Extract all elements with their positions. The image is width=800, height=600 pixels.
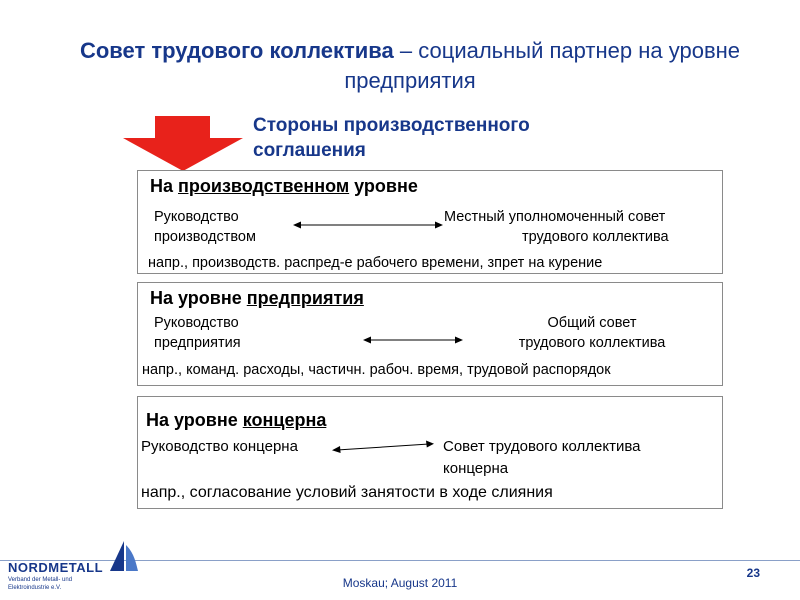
sail-icon bbox=[108, 541, 140, 579]
right-party: Совет трудового коллектива концерна bbox=[443, 438, 641, 477]
slide-title-rest: – социальный партнер на уровне предприятия bbox=[344, 38, 741, 93]
logo-subtitle: Verband der Metall- und Elektroindustrie e.V. bbox=[8, 577, 73, 591]
slide-title bbox=[60, 36, 760, 96]
level-example: напр., согласование условий занятости в ходе слияния bbox=[141, 484, 553, 501]
level-box-concern bbox=[137, 396, 723, 509]
slide-title-bold: Совет трудового коллектива bbox=[79, 38, 394, 63]
double-arrow-icon bbox=[332, 440, 434, 454]
level-example: напр., производств. распред-е рабочего времени, зпрет на курение bbox=[148, 255, 603, 271]
right-party: Местный уполномоченный совет трудового коллектива bbox=[444, 209, 669, 245]
level-heading: На уровне предприятия bbox=[150, 288, 364, 308]
page-number: 23 bbox=[746, 566, 760, 580]
left-party: Руководство предприятия bbox=[154, 315, 241, 351]
level-heading: На уровне концерна bbox=[146, 410, 327, 430]
left-party: Руководство производством bbox=[154, 209, 256, 245]
right-party: Общий совет трудового коллектива bbox=[518, 315, 666, 351]
logo-name: NORDMETALL bbox=[8, 560, 104, 575]
level-box-enterprise bbox=[137, 282, 723, 386]
red-down-arrow-icon bbox=[122, 116, 244, 172]
level-box-production bbox=[137, 170, 723, 274]
footer-location-date: Moskau; August 2011 bbox=[342, 576, 458, 590]
parties-heading: Стороны производственного соглашения bbox=[253, 115, 530, 161]
double-arrow-icon bbox=[293, 220, 443, 230]
left-party: Руководство концерна bbox=[141, 438, 298, 455]
level-example: напр., команд. расходы, частичн. рабоч. время, трудовой распорядок bbox=[142, 362, 611, 378]
level-heading: На производственном уровне bbox=[150, 176, 418, 196]
double-arrow-icon bbox=[363, 335, 463, 345]
